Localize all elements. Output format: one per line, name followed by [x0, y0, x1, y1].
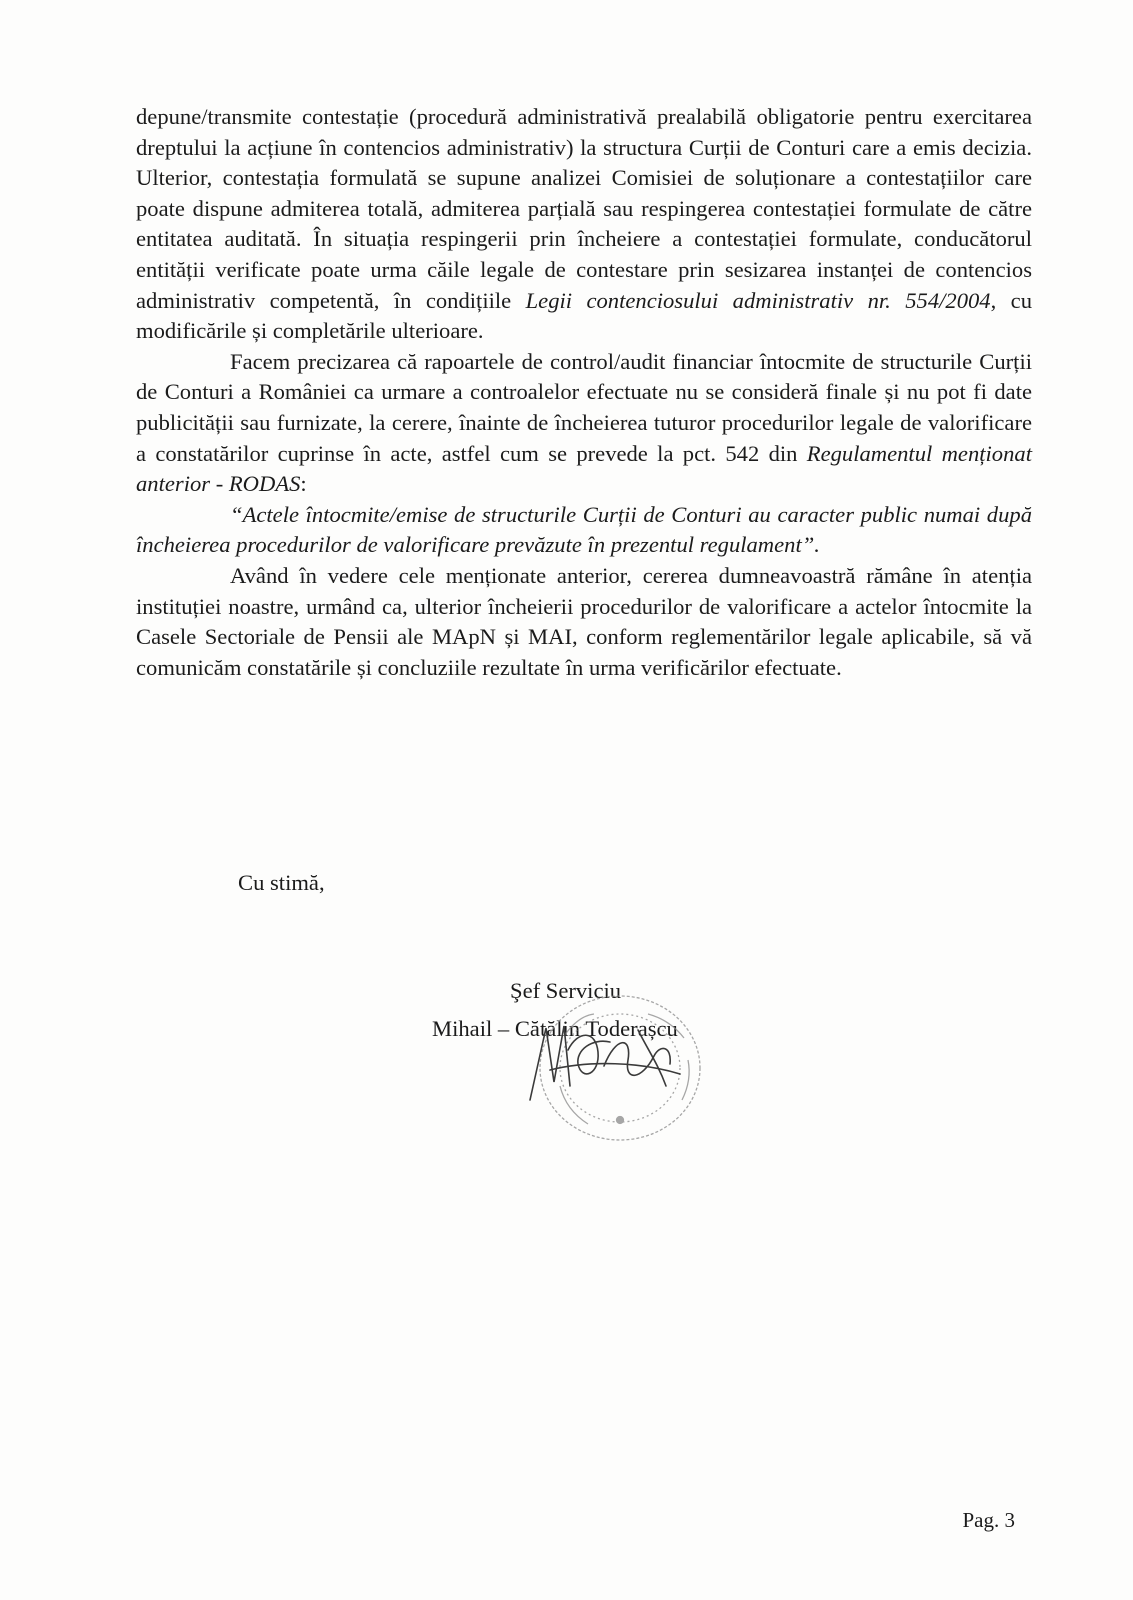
regulation-quote — [136, 500, 1032, 561]
paragraph-text: , cu modificările și completările ulterioare. — [136, 287, 1033, 344]
document-body — [136, 102, 1032, 683]
paragraph-text: Facem precizarea că rapoartele de control/audit financiar întocmite de structurile Curții de Conturi a României ca urmare a controalelor efectuate nu se consideră finale și nu pot fi date publicității sau furnizate, la cerere, înainte de încheierea tuturor procedurilor legale de valorificare a constatărilor cuprinse în acte, astfel cum se prevede la pct. 542 din — [136, 348, 1032, 466]
quote-text: “Actele întocmite/emise de structurile Curții de Conturi au caracter public numai după încheierea procedurilor de valorificare prevăzute în prezentul regulament”. — [136, 501, 1032, 558]
paragraph-request-status — [136, 561, 1032, 683]
handwritten-signature-icon — [530, 1026, 680, 1100]
signatory-name: Mihail – Cătălin Toderașcu — [432, 1016, 678, 1041]
official-stamp-signature — [520, 990, 710, 1150]
paragraph-text: depune/transmite contestație (procedură administrativă prealabilă obligatorie pentru exercitarea dreptului la acțiune în contencios administrativ) la structura Curții de Conturi care a emis decizia. Ulterior, contestația formulată se supune analizei Comisiei de soluționare a contestațiilor care poate dispune admiterea totală, admiterea parțială sau respingerea contestației formulate de către entitatea auditată. În situația respingerii prin încheiere a contestației formulate, conducătorul entității verificate poate urma căile legale de contestare prin sesizarea instanței de contencios administrativ competentă, în condițiile — [136, 104, 1032, 313]
stamp-seal-icon — [540, 996, 700, 1140]
law-reference: Legii contenciosului administrativ nr. 554/2004 — [525, 287, 991, 313]
signatory-title: Şef Serviciu — [510, 978, 622, 1003]
paragraph-reports-not-final — [136, 347, 1032, 500]
paragraph-text: : — [300, 471, 307, 497]
closing-salutation: Cu stimă, — [238, 870, 325, 895]
paragraph-contestation-procedure — [136, 102, 1032, 347]
paragraph-text: Având în vedere cele menționate anterior, cererea dumneavoastră rămâne în atenția instituției noastre, urmând ca, ulterior încheierii procedurilor de valorificare a actelor întocmite la Casele Sectoriale de Pensii ale MApN și MAI, conform reglementărilor legale aplicabile, să vă comunicăm constatările și concluziile rezultate în urma verificărilor efectuate. — [136, 562, 1032, 680]
regulation-reference: Regulamentul menționat anterior - RODAS — [136, 440, 1032, 497]
page-number: Pag. 3 — [962, 1508, 1015, 1532]
